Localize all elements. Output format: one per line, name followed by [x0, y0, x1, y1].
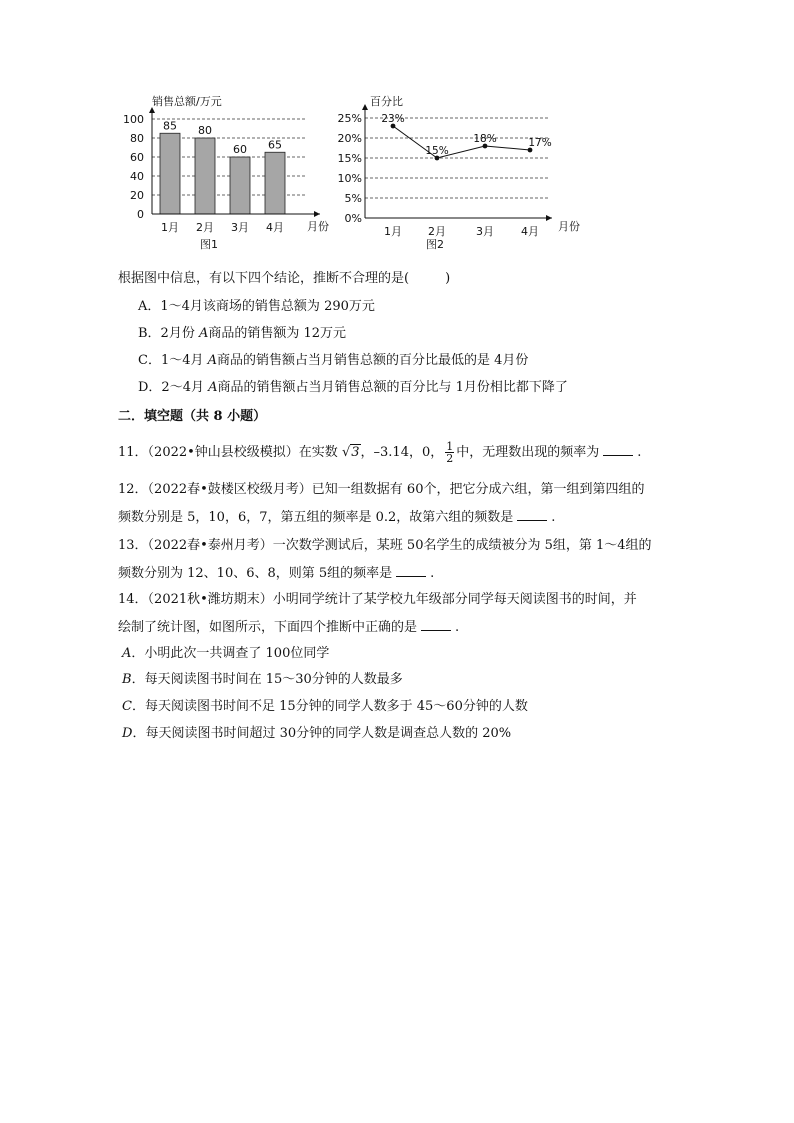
chart1-ylabel: 销售总额/万元: [152, 95, 222, 108]
bar: [160, 133, 180, 214]
x-axis-arrow: [314, 211, 320, 217]
q14-option-b: B．每天阅读图书时间在 15～30分钟的人数最多: [122, 672, 403, 687]
x-tick-label: 1月: [384, 225, 402, 238]
y-tick-label: 10%: [337, 172, 362, 185]
y-tick-label: 60: [130, 151, 144, 164]
x-tick-label: 2月: [428, 225, 446, 238]
y-axis-arrow: [362, 104, 368, 110]
answer-blank[interactable]: [421, 618, 451, 631]
answer-blank[interactable]: [396, 564, 426, 577]
bar-value-label: 85: [163, 119, 177, 133]
chart1-caption: 图1: [200, 238, 218, 251]
q10-stem: 根据图中信息，有以下四个结论，推断不合理的是( ): [118, 271, 451, 286]
x-tick-label: 4月: [266, 221, 284, 234]
q10-option-b: B．2月份 A商品的销售额为 12万元: [138, 326, 347, 341]
y-tick-label: 5%: [344, 192, 362, 205]
x-tick-label: 1月: [161, 221, 179, 234]
q10-option-d: D．2～4月 A商品的销售额占当月销售总额的百分比与 1月份相比都下降了: [138, 380, 568, 395]
q13-line2: 频数分别为 12、10、6、8，则第 5组的频率是 .: [118, 566, 435, 581]
y-tick-label: 20%: [337, 132, 362, 145]
q10-option-c: C．1～4月 A商品的销售额占当月销售总额的百分比最低的是 4月份: [138, 353, 529, 368]
line-chart-fig2: [337, 88, 590, 251]
chart2-caption: 图2: [426, 238, 444, 251]
point-value-label: 18%: [473, 133, 497, 145]
x-tick-label: 3月: [231, 221, 249, 234]
bar-value-label: 65: [268, 138, 282, 152]
point-value-label: 23%: [381, 113, 405, 125]
point-value-label: 15%: [425, 145, 449, 157]
bar-value-label: 80: [198, 124, 212, 137]
answer-blank[interactable]: [603, 443, 633, 456]
y-tick-label: 0: [137, 208, 144, 221]
y-tick-label: 15%: [337, 152, 362, 165]
q14-option-c: C．每天阅读图书时间不足 15分钟的同学人数多于 45～60分钟的人数: [122, 699, 528, 714]
y-tick-label: 20: [130, 189, 144, 202]
y-tick-label: 80: [130, 132, 144, 145]
q13-line1: 13．（2022春•泰州月考）一次数学测试后，某班 50名学生的成绩被分为 5组，第 1～4组的: [118, 538, 652, 553]
q10-option-a: A．1～4月该商场的销售总额为 290万元: [138, 299, 375, 314]
y-tick-label: 25%: [337, 112, 362, 125]
y-tick-label: 100: [123, 113, 144, 126]
section2-title: 二．填空题（共 8 小题）: [118, 409, 267, 424]
q14-line2: 绘制了统计图，如图所示，下面四个推断中正确的是 .: [118, 620, 460, 635]
bar: [230, 157, 250, 214]
chart2-ylabel: 百分比: [370, 95, 403, 108]
sqrt-expression: √3: [341, 445, 360, 460]
q11: 11．（2022•钟山县校级模拟）在实数 √3，–3.14，0， $\frac{1}{2}$ 中，无理数出现的频率为 .: [118, 440, 642, 465]
y-tick-label: 40: [130, 170, 144, 183]
chart2-xlabel: 月份: [558, 220, 580, 233]
series-line: [393, 126, 530, 158]
x-tick-label: 2月: [196, 221, 214, 234]
bar: [195, 138, 215, 214]
fraction: $\frac{1}{2}$: [446, 440, 454, 465]
q14-line1: 14．（2021秋•潍坊期末）小明同学统计了某学校九年级部分同学每天阅读图书的时间，并: [118, 592, 637, 607]
q12-line2: 频数分别是 5，10，6，7，第五组的频率是 0.2，故第六组的频数是 .: [118, 510, 556, 525]
q12-line1: 12．（2022春•鼓楼区校级月考）已知一组数据有 60个，把它分成六组，第一组到第四组的: [118, 482, 645, 497]
y-tick-label: 0%: [344, 212, 362, 225]
chart1-xlabel: 月份: [307, 220, 329, 233]
answer-blank[interactable]: [517, 508, 547, 521]
x-tick-label: 3月: [476, 225, 494, 238]
point-value-label: 17%: [528, 137, 552, 149]
x-axis-arrow: [546, 215, 552, 221]
q14-option-d: D．每天阅读图书时间超过 30分钟的同学人数是调查总人数的 20%: [122, 726, 512, 741]
q14-option-a: A．小明此次一共调查了 100位同学: [122, 646, 330, 661]
bar: [265, 152, 285, 214]
bar-chart-fig1: [110, 88, 340, 250]
x-tick-label: 4月: [521, 225, 539, 238]
bar-value-label: 60: [233, 143, 247, 156]
